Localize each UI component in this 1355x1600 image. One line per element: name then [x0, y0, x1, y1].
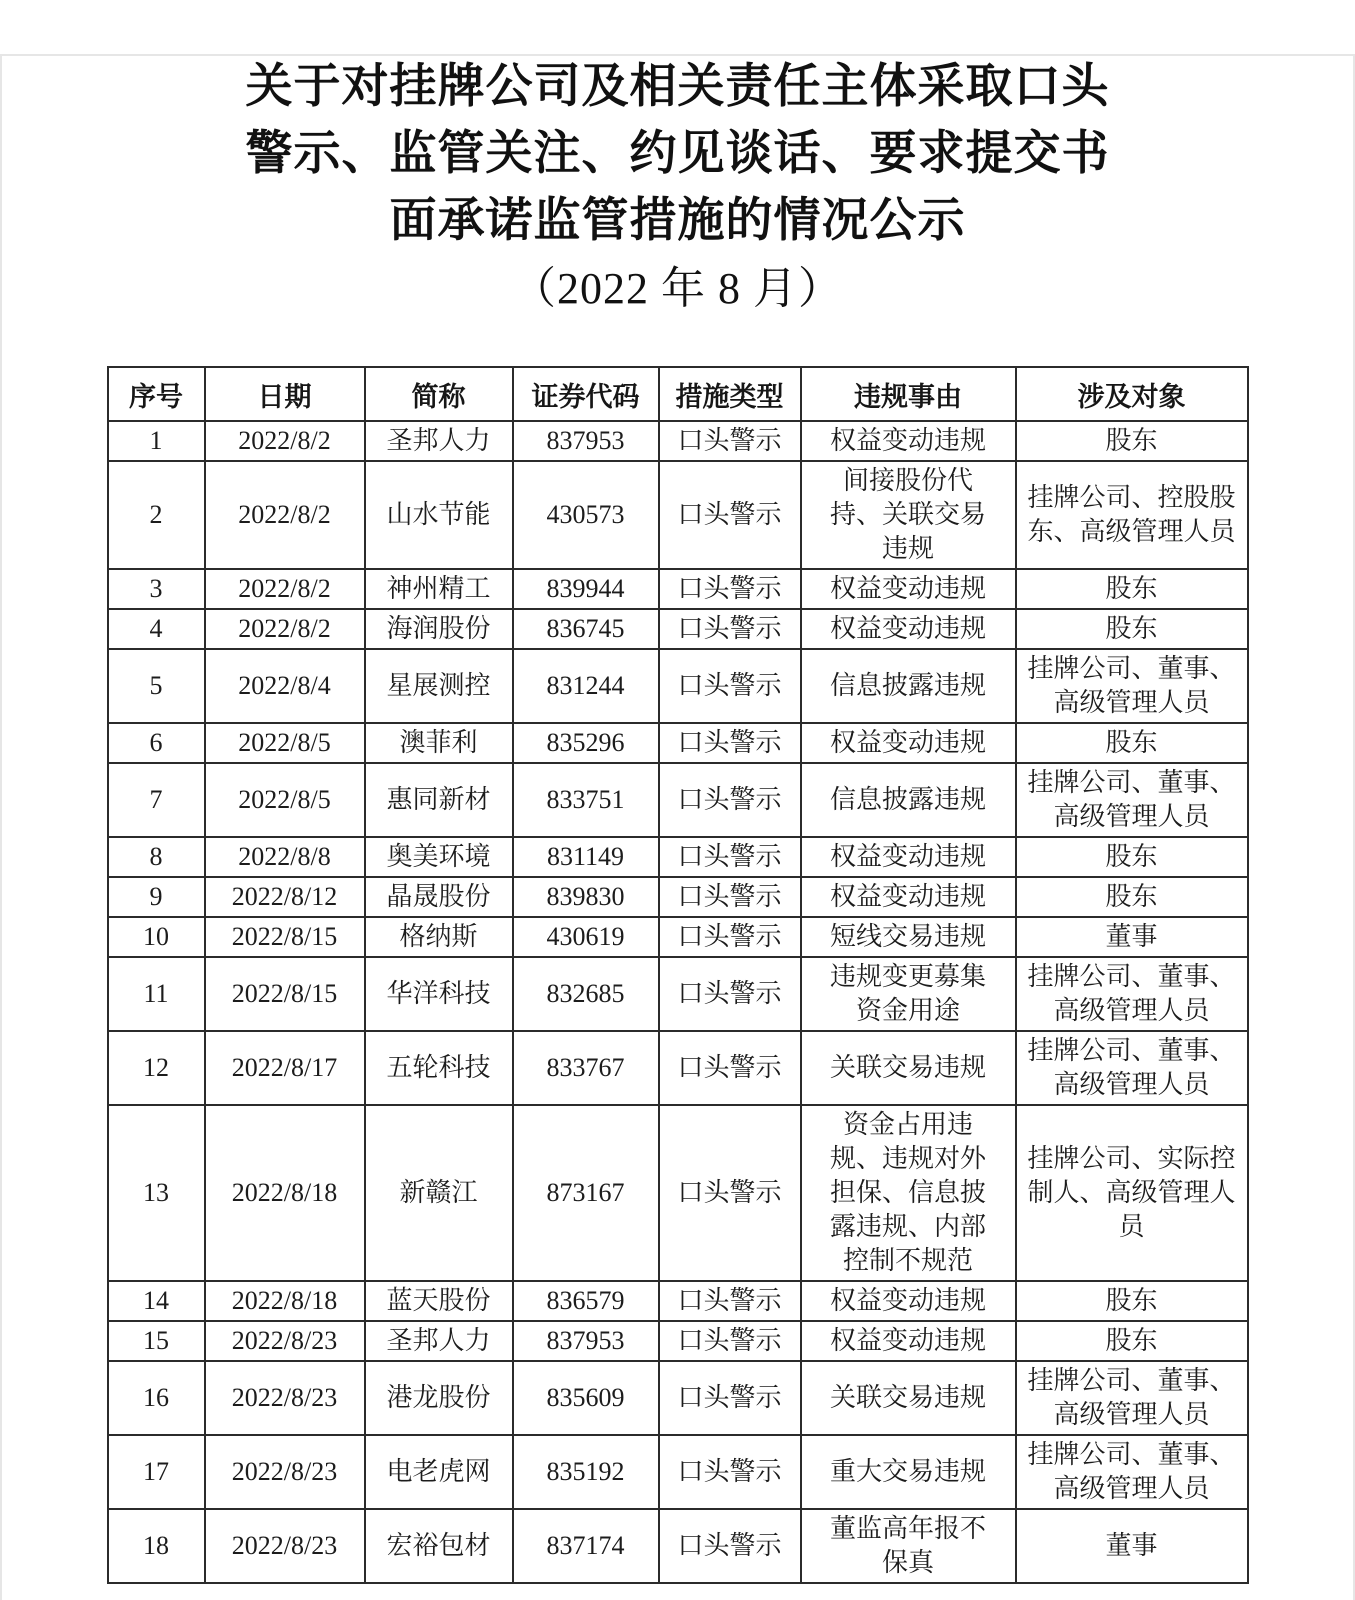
table-cell: 董事 [1016, 1509, 1248, 1583]
table-cell: 股东 [1016, 609, 1248, 649]
table-cell: 口头警示 [659, 763, 801, 837]
table-cell: 16 [108, 1361, 205, 1435]
table-cell: 2022/8/5 [205, 763, 365, 837]
table-cell: 口头警示 [659, 877, 801, 917]
table-cell: 口头警示 [659, 609, 801, 649]
table-cell: 832685 [513, 957, 659, 1031]
table-cell: 2022/8/23 [205, 1509, 365, 1583]
table-cell: 8 [108, 837, 205, 877]
table-row [108, 957, 1248, 1031]
table-cell: 2022/8/12 [205, 877, 365, 917]
table-row [108, 421, 1248, 461]
table-cell: 833751 [513, 763, 659, 837]
table-row [108, 763, 1248, 837]
table-cell: 2022/8/15 [205, 957, 365, 1031]
table-row [108, 1281, 1248, 1321]
table-cell: 836579 [513, 1281, 659, 1321]
table-cell: 圣邦人力 [365, 421, 513, 461]
title-date-subtitle: （2022 年 8 月） [512, 264, 843, 313]
table-cell: 星展测控 [365, 649, 513, 723]
table-cell: 2022/8/8 [205, 837, 365, 877]
table-row [108, 569, 1248, 609]
title-line-3: 面承诺监管措施的情况公示 [389, 195, 966, 247]
table-row [108, 1321, 1248, 1361]
header-index: 序号 [108, 367, 205, 421]
table-cell: 430619 [513, 917, 659, 957]
table-cell: 晶晟股份 [365, 877, 513, 917]
table-row [108, 1435, 1248, 1509]
table-cell: 股东 [1016, 1321, 1248, 1361]
document-title [0, 54, 1355, 322]
table-cell: 神州精工 [365, 569, 513, 609]
header-measure: 措施类型 [659, 367, 801, 421]
table-cell: 蓝天股份 [365, 1281, 513, 1321]
table-cell: 信息披露违规 [801, 649, 1016, 723]
table-cell: 信息披露违规 [801, 763, 1016, 837]
table-row [108, 1509, 1248, 1583]
table-cell: 835609 [513, 1361, 659, 1435]
measures-table [107, 366, 1249, 1584]
table-header [108, 367, 1248, 421]
table-cell: 835296 [513, 723, 659, 763]
table-cell: 1 [108, 421, 205, 461]
table-cell: 831149 [513, 837, 659, 877]
table-cell: 资金占用违规、违规对外担保、信息披露违规、内部控制不规范 [801, 1105, 1016, 1281]
table-cell: 权益变动违规 [801, 1321, 1016, 1361]
table-cell: 重大交易违规 [801, 1435, 1016, 1509]
table-cell: 口头警示 [659, 461, 801, 569]
table-cell: 2022/8/4 [205, 649, 365, 723]
table-cell: 2022/8/2 [205, 569, 365, 609]
table-cell: 口头警示 [659, 1361, 801, 1435]
table-cell: 837174 [513, 1509, 659, 1583]
table-cell: 挂牌公司、董事、高级管理人员 [1016, 957, 1248, 1031]
table-cell: 2022/8/15 [205, 917, 365, 957]
table-cell: 新赣江 [365, 1105, 513, 1281]
table-cell: 权益变动违规 [801, 1281, 1016, 1321]
table-cell: 6 [108, 723, 205, 763]
table-cell: 挂牌公司、董事、高级管理人员 [1016, 649, 1248, 723]
table-cell: 口头警示 [659, 1435, 801, 1509]
table-cell: 董监高年报不保真 [801, 1509, 1016, 1583]
table-cell: 口头警示 [659, 1509, 801, 1583]
table-row [108, 461, 1248, 569]
table-cell: 2022/8/2 [205, 461, 365, 569]
table-row [108, 723, 1248, 763]
table-header-row [108, 367, 1248, 421]
table-cell: 835192 [513, 1435, 659, 1509]
table-cell: 839830 [513, 877, 659, 917]
table-cell: 2022/8/17 [205, 1031, 365, 1105]
table-cell: 口头警示 [659, 649, 801, 723]
table-cell: 873167 [513, 1105, 659, 1281]
table-cell: 口头警示 [659, 723, 801, 763]
header-code: 证券代码 [513, 367, 659, 421]
table-cell: 口头警示 [659, 1281, 801, 1321]
table-row [108, 917, 1248, 957]
table-cell: 4 [108, 609, 205, 649]
table-cell: 挂牌公司、控股股东、高级管理人员 [1016, 461, 1248, 569]
table-row [108, 1105, 1248, 1281]
table-cell: 口头警示 [659, 957, 801, 1031]
table-cell: 口头警示 [659, 837, 801, 877]
table-cell: 口头警示 [659, 1031, 801, 1105]
table-cell: 权益变动违规 [801, 569, 1016, 609]
header-reason: 违规事由 [801, 367, 1016, 421]
table-cell: 2022/8/5 [205, 723, 365, 763]
table-cell: 奥美环境 [365, 837, 513, 877]
table-cell: 839944 [513, 569, 659, 609]
table-cell: 17 [108, 1435, 205, 1509]
table-cell: 权益变动违规 [801, 877, 1016, 917]
table-cell: 10 [108, 917, 205, 957]
table-cell: 9 [108, 877, 205, 917]
table-cell: 挂牌公司、董事、高级管理人员 [1016, 1361, 1248, 1435]
table-cell: 2022/8/18 [205, 1105, 365, 1281]
table-cell: 华洋科技 [365, 957, 513, 1031]
table-cell: 口头警示 [659, 569, 801, 609]
table-cell: 海润股份 [365, 609, 513, 649]
table-cell: 口头警示 [659, 421, 801, 461]
table-cell: 挂牌公司、董事、高级管理人员 [1016, 1031, 1248, 1105]
table-cell: 山水节能 [365, 461, 513, 569]
table-cell: 股东 [1016, 569, 1248, 609]
table-cell: 澳菲利 [365, 723, 513, 763]
table-row [108, 1031, 1248, 1105]
header-name: 简称 [365, 367, 513, 421]
table-row [108, 649, 1248, 723]
table-cell: 权益变动违规 [801, 609, 1016, 649]
table-cell: 7 [108, 763, 205, 837]
table-cell: 港龙股份 [365, 1361, 513, 1435]
table-cell: 挂牌公司、董事、高级管理人员 [1016, 1435, 1248, 1509]
table-cell: 宏裕包材 [365, 1509, 513, 1583]
table-cell: 2 [108, 461, 205, 569]
table-cell: 电老虎网 [365, 1435, 513, 1509]
table-cell: 15 [108, 1321, 205, 1361]
table-cell: 5 [108, 649, 205, 723]
document-page [0, 54, 1355, 1584]
table-cell: 董事 [1016, 917, 1248, 957]
table-cell: 14 [108, 1281, 205, 1321]
table-cell: 间接股份代持、关联交易违规 [801, 461, 1016, 569]
table-cell: 11 [108, 957, 205, 1031]
table-cell: 违规变更募集资金用途 [801, 957, 1016, 1031]
table-cell: 关联交易违规 [801, 1361, 1016, 1435]
header-target: 涉及对象 [1016, 367, 1248, 421]
table-cell: 关联交易违规 [801, 1031, 1016, 1105]
table-body [108, 421, 1248, 1583]
table-cell: 831244 [513, 649, 659, 723]
table-cell: 挂牌公司、实际控制人、高级管理人员 [1016, 1105, 1248, 1281]
table-cell: 836745 [513, 609, 659, 649]
table-row [108, 609, 1248, 649]
table-cell: 口头警示 [659, 1105, 801, 1281]
table-cell: 837953 [513, 1321, 659, 1361]
table-row [108, 1361, 1248, 1435]
table-cell: 短线交易违规 [801, 917, 1016, 957]
table-cell: 2022/8/23 [205, 1435, 365, 1509]
table-cell: 2022/8/23 [205, 1321, 365, 1361]
table-cell: 3 [108, 569, 205, 609]
title-line-2: 警示、监管关注、约见谈话、要求提交书 [245, 128, 1110, 180]
table-cell: 权益变动违规 [801, 421, 1016, 461]
table-cell: 430573 [513, 461, 659, 569]
table-cell: 股东 [1016, 421, 1248, 461]
table-cell: 权益变动违规 [801, 723, 1016, 763]
title-line-1: 关于对挂牌公司及相关责任主体采取口头 [245, 61, 1110, 113]
table-cell: 惠同新材 [365, 763, 513, 837]
table-cell: 837953 [513, 421, 659, 461]
table-cell: 833767 [513, 1031, 659, 1105]
table-cell: 圣邦人力 [365, 1321, 513, 1361]
table-cell: 权益变动违规 [801, 837, 1016, 877]
table-cell: 18 [108, 1509, 205, 1583]
table-cell: 13 [108, 1105, 205, 1281]
table-cell: 股东 [1016, 837, 1248, 877]
table-cell: 股东 [1016, 723, 1248, 763]
table-cell: 股东 [1016, 1281, 1248, 1321]
table-cell: 12 [108, 1031, 205, 1105]
table-cell: 2022/8/2 [205, 421, 365, 461]
table-row [108, 837, 1248, 877]
table-cell: 五轮科技 [365, 1031, 513, 1105]
table-cell: 格纳斯 [365, 917, 513, 957]
header-date: 日期 [205, 367, 365, 421]
table-cell: 股东 [1016, 877, 1248, 917]
table-cell: 2022/8/18 [205, 1281, 365, 1321]
table-cell: 口头警示 [659, 1321, 801, 1361]
table-cell: 挂牌公司、董事、高级管理人员 [1016, 763, 1248, 837]
table-cell: 2022/8/23 [205, 1361, 365, 1435]
table-cell: 2022/8/2 [205, 609, 365, 649]
table-row [108, 877, 1248, 917]
table-cell: 口头警示 [659, 917, 801, 957]
